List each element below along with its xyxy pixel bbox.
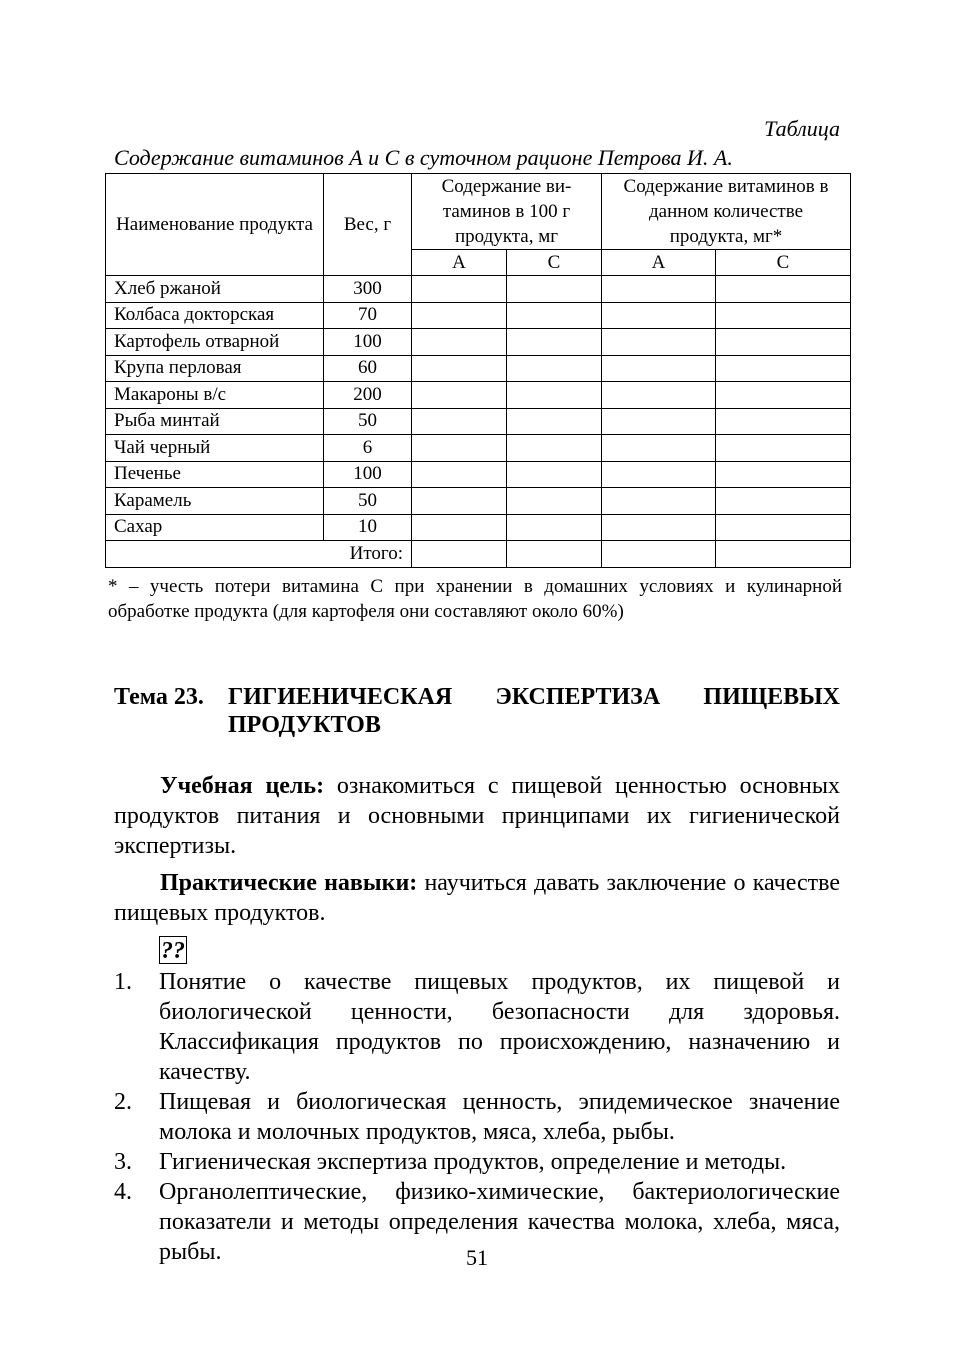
empty-value-cell bbox=[507, 408, 602, 435]
empty-value-cell bbox=[507, 382, 602, 409]
total-label: Итого: bbox=[106, 541, 412, 568]
product-name-cell: Чай черный bbox=[106, 435, 324, 462]
total-row bbox=[106, 541, 851, 568]
header-c-amount: С bbox=[716, 250, 851, 276]
question-number: 3. bbox=[114, 1149, 132, 1175]
table-row bbox=[106, 488, 851, 515]
empty-value-cell bbox=[716, 488, 851, 515]
empty-value-cell bbox=[716, 329, 851, 356]
empty-value-cell bbox=[716, 355, 851, 382]
empty-value-cell bbox=[507, 329, 602, 356]
question-text: Понятие о качестве пищевых продуктов, их пищевой и биологической ценности, безопасности для здоровья. Классификация продуктов по происхождению, назначению и качеству. bbox=[159, 969, 840, 1085]
page-number: 51 bbox=[466, 1245, 488, 1270]
weight-cell: 70 bbox=[324, 302, 412, 329]
question-item bbox=[114, 1087, 840, 1147]
empty-value-cell bbox=[412, 329, 507, 356]
weight-cell: 6 bbox=[324, 435, 412, 462]
empty-value-cell bbox=[602, 514, 716, 541]
header-a-per100: А bbox=[412, 250, 507, 276]
table-row bbox=[106, 329, 851, 356]
vitamin-table bbox=[105, 173, 851, 568]
empty-value-cell bbox=[507, 514, 602, 541]
topic-title bbox=[228, 683, 840, 739]
empty-value-cell bbox=[507, 488, 602, 515]
table-footnote: * – учесть потери витамина С при хранении в домашних условиях и кулинарной обработке продукта (для картофеля они составляют около 60%) bbox=[108, 576, 842, 622]
empty-value-cell bbox=[716, 302, 851, 329]
empty-value-cell bbox=[602, 461, 716, 488]
question-item bbox=[114, 967, 840, 1087]
empty-value-cell bbox=[412, 408, 507, 435]
empty-value-cell bbox=[507, 276, 602, 303]
empty-value-cell bbox=[602, 355, 716, 382]
weight-cell: 100 bbox=[324, 461, 412, 488]
product-name-cell: Крупа перловая bbox=[106, 355, 324, 382]
question-number: 1. bbox=[114, 969, 132, 995]
table-caption: Содержание витаминов А и С в суточном рационе Петрова И. А. bbox=[114, 145, 733, 170]
table-row bbox=[106, 461, 851, 488]
product-name-cell: Хлеб ржаной bbox=[106, 276, 324, 303]
empty-value-cell bbox=[412, 461, 507, 488]
empty-value-cell bbox=[716, 382, 851, 409]
empty-value-cell bbox=[602, 488, 716, 515]
weight-cell: 300 bbox=[324, 276, 412, 303]
goal-label: Учебная цель: bbox=[160, 773, 325, 799]
table-row bbox=[106, 514, 851, 541]
topic-number: Тема 23. bbox=[114, 684, 204, 710]
question-number: 2. bbox=[114, 1089, 132, 1115]
question-text: Органолептические, физико-химические, бактериологические показатели и методы определения качества молока, хлеба, мяса, рыбы. bbox=[159, 1179, 840, 1265]
weight-cell: 50 bbox=[324, 488, 412, 515]
question-text: Пищевая и биологическая ценность, эпидемическое значение молока и молочных продуктов, мяса, хлеба, рыбы. bbox=[159, 1089, 840, 1145]
empty-total-cell bbox=[602, 541, 716, 568]
header-weight: Вес, г bbox=[324, 174, 412, 276]
empty-value-cell bbox=[412, 355, 507, 382]
empty-value-cell bbox=[716, 461, 851, 488]
skills-text: научиться давать заключение о качестве пищевых продуктов. bbox=[114, 870, 840, 926]
empty-value-cell bbox=[412, 435, 507, 462]
empty-value-cell bbox=[602, 276, 716, 303]
table-row bbox=[106, 355, 851, 382]
empty-value-cell bbox=[602, 302, 716, 329]
weight-cell: 200 bbox=[324, 382, 412, 409]
header-per100: Содержание ви-таминов в 100 г продукта, мг bbox=[412, 174, 602, 250]
topic-title-line2: ПРОДУКТОВ bbox=[228, 712, 381, 738]
weight-cell: 60 bbox=[324, 355, 412, 382]
product-name-cell: Карамель bbox=[106, 488, 324, 515]
product-name-cell: Макароны в/с bbox=[106, 382, 324, 409]
skills-paragraph bbox=[114, 868, 840, 928]
empty-value-cell bbox=[602, 329, 716, 356]
header-amount: Содержание витаминов в данном количестве продукта, мг* bbox=[602, 174, 851, 250]
empty-total-cell bbox=[716, 541, 851, 568]
empty-value-cell bbox=[507, 355, 602, 382]
empty-total-cell bbox=[507, 541, 602, 568]
product-name-cell: Картофель отварной bbox=[106, 329, 324, 356]
table-row bbox=[106, 382, 851, 409]
empty-value-cell bbox=[412, 302, 507, 329]
empty-value-cell bbox=[412, 382, 507, 409]
empty-total-cell bbox=[412, 541, 507, 568]
header-product: Наименование продукта bbox=[106, 174, 324, 276]
questions-marker-icon: ?? bbox=[161, 938, 185, 964]
empty-value-cell bbox=[716, 514, 851, 541]
table-label: Таблица bbox=[764, 116, 840, 141]
empty-value-cell bbox=[412, 514, 507, 541]
product-name-cell: Сахар bbox=[106, 514, 324, 541]
goal-text: ознакомиться с пищевой ценностью основных продуктов питания и основными принципами их гигиенической экспертизы. bbox=[114, 773, 840, 859]
header-c-per100: С bbox=[507, 250, 602, 276]
skills-label: Практические навыки: bbox=[160, 870, 418, 896]
product-name-cell: Печенье bbox=[106, 461, 324, 488]
empty-value-cell bbox=[602, 382, 716, 409]
header-a-amount: А bbox=[602, 250, 716, 276]
empty-value-cell bbox=[507, 435, 602, 462]
empty-value-cell bbox=[716, 276, 851, 303]
empty-value-cell bbox=[602, 435, 716, 462]
question-text: Гигиеническая экспертиза продуктов, определение и методы. bbox=[159, 1149, 787, 1175]
empty-value-cell bbox=[412, 276, 507, 303]
weight-cell: 10 bbox=[324, 514, 412, 541]
empty-value-cell bbox=[716, 408, 851, 435]
goal-paragraph bbox=[114, 771, 840, 861]
empty-value-cell bbox=[602, 408, 716, 435]
product-name-cell: Колбаса докторская bbox=[106, 302, 324, 329]
weight-cell: 50 bbox=[324, 408, 412, 435]
table-body bbox=[106, 276, 851, 568]
empty-value-cell bbox=[412, 488, 507, 515]
table-row bbox=[106, 435, 851, 462]
question-number: 4. bbox=[114, 1179, 132, 1205]
weight-cell: 100 bbox=[324, 329, 412, 356]
questions-list bbox=[114, 967, 840, 1267]
table-row bbox=[106, 408, 851, 435]
table-row bbox=[106, 276, 851, 303]
product-name-cell: Рыба минтай bbox=[106, 408, 324, 435]
empty-value-cell bbox=[507, 302, 602, 329]
empty-value-cell bbox=[507, 461, 602, 488]
question-item bbox=[114, 1147, 840, 1177]
table-row bbox=[106, 302, 851, 329]
topic-title-line1: ГИГИЕНИЧЕСКАЯ ЭКСПЕРТИЗА ПИЩЕВЫХ bbox=[228, 684, 840, 710]
empty-value-cell bbox=[716, 435, 851, 462]
